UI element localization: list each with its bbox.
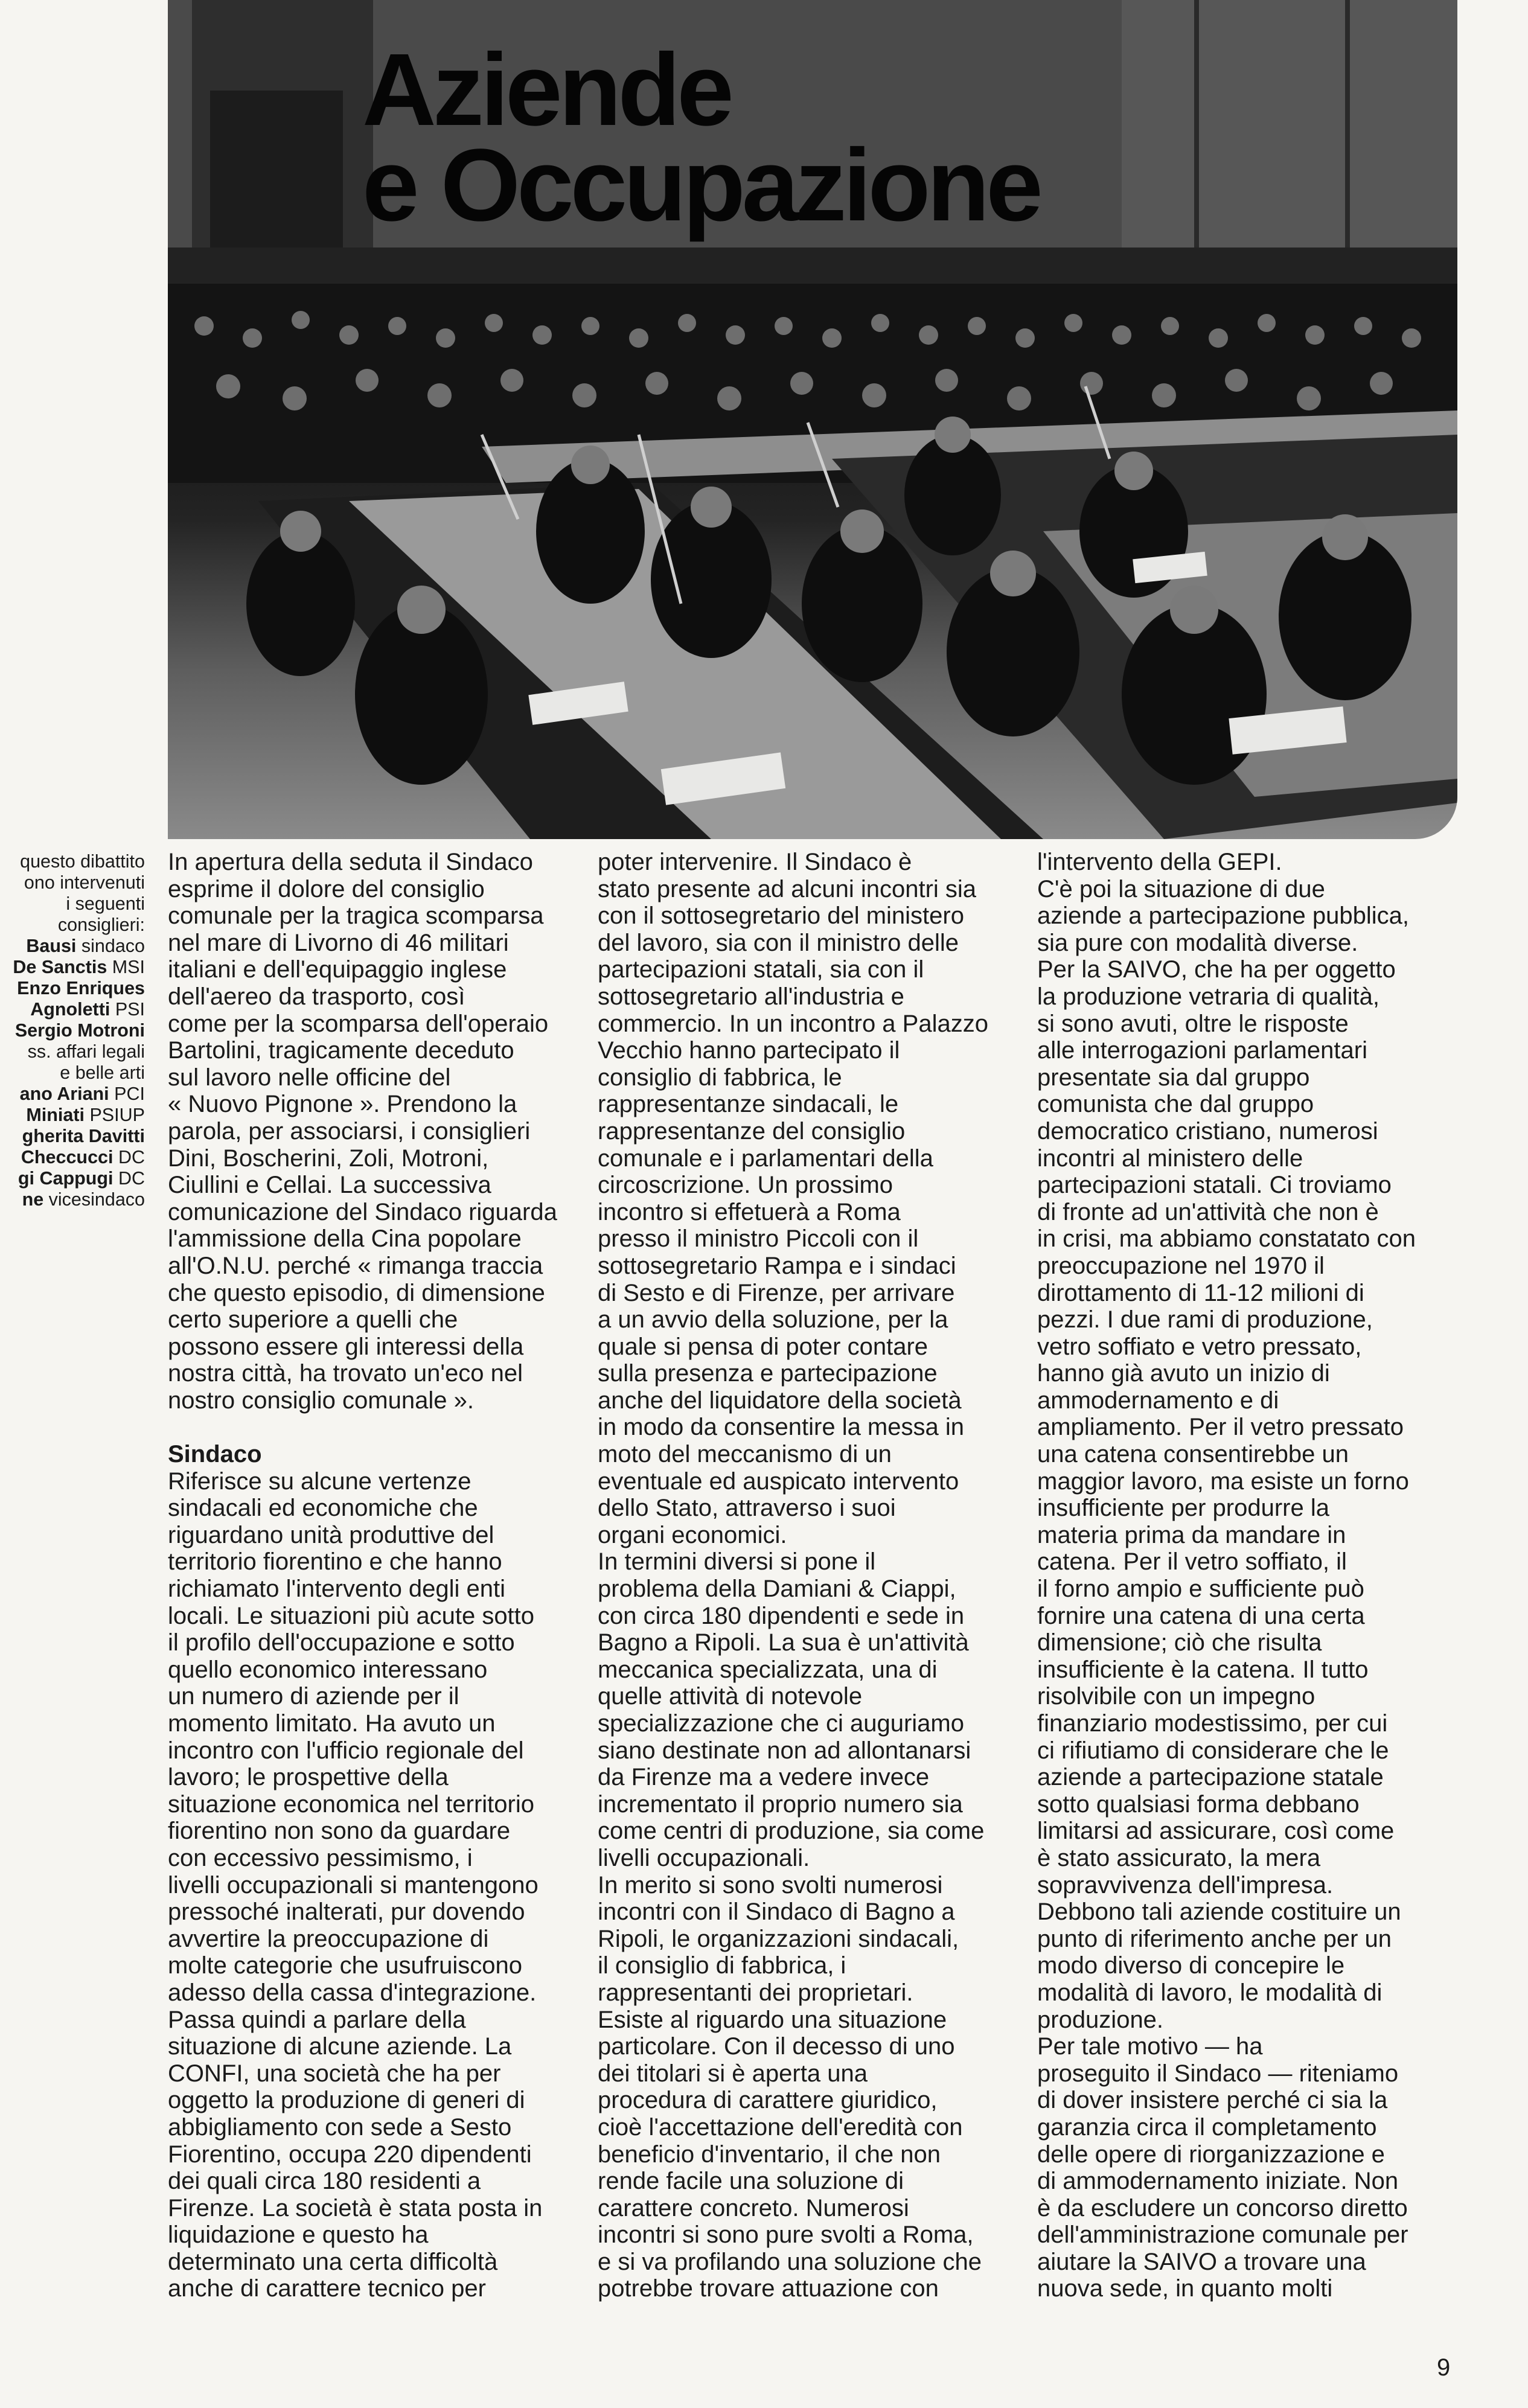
sidebar-line xyxy=(0,1147,145,1168)
councillor-name: Bausi xyxy=(26,936,77,956)
body-text-line: nostro consiglio comunale ». xyxy=(168,1387,474,1414)
body-text-line: dello Stato, attraverso i suoi xyxy=(598,1495,896,1522)
body-text-line: anche del liquidatore della società xyxy=(598,1387,962,1414)
sidebar-line xyxy=(0,872,145,893)
body-text-line: In merito si sono svolti numerosi xyxy=(598,1871,943,1899)
sidebar-line xyxy=(0,936,145,957)
body-text-line: dell'aereo da trasporto, così xyxy=(168,983,465,1010)
body-text-line: in crisi, ma abbiamo constatato con xyxy=(1037,1225,1416,1253)
body-text-line: Riferisce su alcune vertenze xyxy=(168,1467,472,1495)
body-text-line: livelli occupazionali si mantengono xyxy=(168,1871,539,1899)
body-text-line: ammodernamento e di xyxy=(1037,1387,1279,1414)
body-text-line: partecipazioni statali. Ci troviamo xyxy=(1037,1172,1392,1199)
body-text-line: cioè l'accettazione dell'eredità con xyxy=(598,2113,963,2141)
body-text-line: insufficiente è la catena. Il tutto xyxy=(1037,1656,1369,1683)
body-text-line: limitarsi ad assicurare, così come xyxy=(1037,1818,1395,1845)
body-text-line: il forno ampio e sufficiente può xyxy=(1037,1576,1364,1603)
councillor-name: Checcucci xyxy=(21,1147,113,1167)
sidebar-text: ss. affari legali xyxy=(27,1041,145,1062)
body-text-line: delle opere di riorganizzazione e xyxy=(1037,2141,1385,2168)
body-text-line: livelli occupazionali. xyxy=(598,1844,810,1871)
body-text-line: Dini, Boscherini, Zoli, Motroni, xyxy=(168,1145,489,1172)
body-text-line: con il sottosegretario del ministero xyxy=(598,902,964,930)
body-text-line: Fiorentino, occupa 220 dipendenti xyxy=(168,2141,532,2168)
body-text-line: territorio fiorentino e che hanno xyxy=(168,1548,502,1576)
body-text-line: Passa quindi a parlare della xyxy=(168,2006,466,2033)
body-text-line: che questo episodio, di dimensione xyxy=(168,1279,545,1306)
body-text-line: il profilo dell'occupazione e sotto xyxy=(168,1629,515,1656)
body-text-line: di fronte ad un'attività che non è xyxy=(1037,1198,1379,1225)
body-text-line: quelle attività di notevole xyxy=(598,1683,863,1710)
body-text-line: possono essere gli interessi della xyxy=(168,1333,524,1360)
body-text-line: hanno già avuto un inizio di xyxy=(1037,1360,1330,1387)
sidebar-line xyxy=(0,1126,145,1147)
body-text-line: quale si pensa di poter contare xyxy=(598,1333,929,1360)
body-text-line: rappresentanti dei proprietari. xyxy=(598,1979,913,2006)
section-heading: Sindaco xyxy=(168,1441,262,1468)
body-text-line: particolare. Con il decesso di uno xyxy=(598,2033,955,2060)
sidebar-line xyxy=(0,1189,145,1210)
body-text-line: un numero di aziende per il xyxy=(168,1683,459,1710)
sidebar-line xyxy=(0,1168,145,1189)
body-text-line: organi economici. xyxy=(598,1521,787,1548)
body-text-line: sindacali ed economiche che xyxy=(168,1495,478,1522)
body-text-line: si sono avuti, oltre le risposte xyxy=(1037,1010,1349,1037)
body-text-line: italiani e dell'equipaggio inglese xyxy=(168,956,507,983)
sidebar-text: i seguenti xyxy=(66,893,145,914)
body-text-line: rende facile una soluzione di xyxy=(598,2168,904,2195)
sidebar-line xyxy=(0,1062,145,1084)
councillor-name: ne xyxy=(22,1189,44,1210)
body-text-line: di dover insistere perché ci sia la xyxy=(1037,2087,1388,2114)
paragraph-gap xyxy=(168,1414,590,1441)
body-text-line: produzione. xyxy=(1037,2006,1164,2033)
body-text-line: eventuale ed auspicato intervento xyxy=(598,1467,959,1495)
sidebar-text: sindaco xyxy=(76,936,145,956)
body-text-line: procedura di carattere giuridico, xyxy=(598,2087,938,2114)
body-text-line: commercio. In un incontro a Palazzo xyxy=(598,1010,988,1037)
body-text-line: dell'amministrazione comunale per xyxy=(1037,2221,1408,2249)
sidebar-line xyxy=(0,1041,145,1062)
body-text-line: rappresentanze del consiglio xyxy=(598,1117,906,1145)
body-text-line: con circa 180 dipendenti e sede in xyxy=(598,1602,965,1629)
body-text-line: è stato assicurato, la mera xyxy=(1037,1844,1321,1871)
body-text-line: incontri con il Sindaco di Bagno a xyxy=(598,1899,955,1926)
body-text-line: sia pure con modalità diverse. xyxy=(1037,929,1358,956)
body-text-line: materia prima da mandare in xyxy=(1037,1521,1346,1548)
body-text-line: liquidazione e questo ha xyxy=(168,2221,429,2249)
sidebar-text: e belle arti xyxy=(60,1062,145,1083)
body-text-line: adesso della cassa d'integrazione. xyxy=(168,1979,537,2006)
body-text-line: presso il ministro Piccoli con il xyxy=(598,1225,919,1253)
body-text-line: una catena consentirebbe un xyxy=(1037,1441,1349,1468)
councillor-name: Miniati xyxy=(26,1105,85,1125)
sidebar-line xyxy=(0,1020,145,1041)
sidebar-text: MSI xyxy=(107,957,145,977)
body-text-line: moto del meccanismo di un xyxy=(598,1441,892,1468)
body-text-line: nostra città, ha trovato un'eco nel xyxy=(168,1360,523,1387)
body-text-line: lavoro; le prospettive della xyxy=(168,1764,449,1791)
body-text-line: incrementato il proprio numero sia xyxy=(598,1790,963,1818)
body-text-line: momento limitato. Ha avuto un xyxy=(168,1710,496,1737)
body-text-line: dei titolari si è aperta una xyxy=(598,2060,868,2087)
body-text-line: proseguito il Sindaco — riteniamo xyxy=(1037,2060,1399,2087)
sidebar-text: PSI xyxy=(110,999,145,1020)
body-text-line: sul lavoro nelle officine del xyxy=(168,1064,451,1091)
body-text-line: incontri al ministero delle xyxy=(1037,1145,1303,1172)
body-text-line: molte categorie che usufruiscono xyxy=(168,1952,522,1979)
body-text-line: problema della Damiani & Ciappi, xyxy=(598,1576,956,1603)
body-text-line: modo diverso di concepire le xyxy=(1037,1952,1345,1979)
body-text-line: con eccessivo pessimismo, i xyxy=(168,1844,473,1871)
article-title xyxy=(362,33,1040,243)
sidebar-text: PCI xyxy=(109,1084,145,1104)
body-text-line: esprime il dolore del consiglio xyxy=(168,875,485,902)
sidebar-text: ono intervenuti xyxy=(24,872,145,893)
body-text-line: aziende a partecipazione statale xyxy=(1037,1764,1384,1791)
body-text-line: incontro con l'ufficio regionale del xyxy=(168,1737,524,1764)
body-text-line: Per tale motivo — ha xyxy=(1037,2033,1263,2060)
body-text-line: all'O.N.U. perché « rimanga traccia xyxy=(168,1252,543,1279)
body-text-line: anche di carattere tecnico per xyxy=(168,2275,486,2302)
body-text-line: come per la scomparsa dell'operaio xyxy=(168,1010,549,1037)
sidebar-text: DC xyxy=(113,1147,145,1167)
body-text-line: meccanica specializzata, una di xyxy=(598,1656,938,1683)
body-text-line: Ciullini e Cellai. La successiva xyxy=(168,1172,491,1199)
body-text-line: fornire una catena di una certa xyxy=(1037,1602,1365,1629)
body-text-line: sottosegretario Rampa e i sindaci xyxy=(598,1252,956,1279)
body-text-line: alle interrogazioni parlamentari xyxy=(1037,1037,1367,1064)
sidebar-text: questo dibattito xyxy=(20,851,145,872)
body-text-line: modalità di lavoro, le modalità di xyxy=(1037,1979,1383,2006)
sidebar-text: consiglieri: xyxy=(57,915,145,935)
body-text-line: punto di riferimento anche per un xyxy=(1037,1925,1392,1952)
body-text-line: carattere concreto. Numerosi xyxy=(598,2194,909,2221)
body-text-line: situazione economica nel territorio xyxy=(168,1790,534,1818)
body-text-line: potrebbe trovare attuazione con xyxy=(598,2275,939,2302)
body-text-line: specializzazione che ci auguriamo xyxy=(598,1710,964,1737)
body-text-line: vetro soffiato e vetro pressato, xyxy=(1037,1333,1362,1360)
body-text-line: Bagno a Ripoli. La sua è un'attività xyxy=(598,1629,969,1656)
sidebar-line xyxy=(0,1105,145,1126)
body-text-line: beneficio d'inventario, il che non xyxy=(598,2141,941,2168)
body-text-line: del lavoro, sia con il ministro delle xyxy=(598,929,959,956)
text-column-2 xyxy=(598,849,1020,2302)
body-text-line: locali. Le situazioni più acute sotto xyxy=(168,1602,535,1629)
body-text-line: In termini diversi si pone il xyxy=(598,1548,876,1576)
body-text-line: avvertire la preoccupazione di xyxy=(168,1925,489,1952)
text-column-3 xyxy=(1037,849,1460,2302)
body-text-line: Debbono tali aziende costituire un xyxy=(1037,1899,1401,1926)
body-text-line: Ripoli, le organizzazioni sindacali, xyxy=(598,1925,959,1952)
body-text-line: circoscrizione. Un prossimo xyxy=(598,1172,893,1199)
body-text-line: ci rifiutiamo di considerare che le xyxy=(1037,1737,1389,1764)
body-text-line: comunicazione del Sindaco riguarda xyxy=(168,1198,557,1225)
body-text-line: di Sesto e di Firenze, per arrivare xyxy=(598,1279,955,1306)
body-text-line: pressoché inalterati, pur dovendo xyxy=(168,1899,525,1926)
sidebar-line xyxy=(0,893,145,915)
participants-sidebar xyxy=(0,851,145,1210)
body-text-line: l'ammissione della Cina popolare xyxy=(168,1225,522,1253)
body-text-line: oggetto la produzione di generi di xyxy=(168,2087,525,2114)
body-text-line: pezzi. I due rami di produzione, xyxy=(1037,1306,1373,1333)
body-text-line: C'è poi la situazione di due xyxy=(1037,875,1325,902)
body-text-line: aiutare la SAIVO a trovare una xyxy=(1037,2248,1366,2275)
body-text-line: rappresentanze sindacali, le xyxy=(598,1091,899,1118)
body-text-line: sulla presenza e partecipazione xyxy=(598,1360,938,1387)
body-text-line: incontro si effetuerà a Roma xyxy=(598,1198,901,1225)
body-text-line: poter intervenire. Il Sindaco è xyxy=(598,849,912,875)
body-text-line: nel mare di Livorno di 46 militari xyxy=(168,929,509,956)
body-text-line: catena. Per il vetro soffiato, il xyxy=(1037,1548,1347,1576)
sidebar-text: DC xyxy=(113,1168,145,1189)
body-text-line: dirottamento di 11-12 milioni di xyxy=(1037,1279,1364,1306)
body-text-line: « Nuovo Pignone ». Prendono la xyxy=(168,1091,517,1118)
body-text-line: fiorentino non sono da guardare xyxy=(168,1818,511,1845)
sidebar-text: PSIUP xyxy=(84,1105,145,1125)
councillor-name: Sergio Motroni xyxy=(14,1020,145,1041)
sidebar-line xyxy=(0,915,145,936)
title-line-2: e Occupazione xyxy=(362,128,1040,243)
body-text-line: Vecchio hanno partecipato il xyxy=(598,1037,900,1064)
body-text-line: sotto qualsiasi forma debbano xyxy=(1037,1790,1360,1818)
body-text-line: Firenze. La società è stata posta in xyxy=(168,2194,543,2221)
councillor-name: De Sanctis xyxy=(13,957,107,977)
body-text-line: riguardano unità produttive del xyxy=(168,1521,494,1548)
body-text-line: determinato una certa difficoltà xyxy=(168,2248,498,2275)
body-text-line: Esiste al riguardo una situazione xyxy=(598,2006,947,2033)
body-text-line: richiamato l'intervento degli enti xyxy=(168,1576,506,1603)
sidebar-line xyxy=(0,1084,145,1105)
councillor-name: gi Cappugi xyxy=(18,1168,113,1189)
body-text-line: garanzia circa il completamento xyxy=(1037,2113,1377,2141)
body-text-line: partecipazioni statali, sia con il xyxy=(598,956,924,983)
body-text-line: da Firenze ma a vedere invece xyxy=(598,1764,930,1791)
title-line-1: Aziende xyxy=(362,33,730,147)
body-text-line: situazione di alcune aziende. La xyxy=(168,2033,512,2060)
body-text-line: sopravvivenza dell'impresa. xyxy=(1037,1871,1334,1899)
sidebar-line xyxy=(0,851,145,872)
body-text-line: Bartolini, tragicamente deceduto xyxy=(168,1037,514,1064)
body-text-line: dimensione; ciò che risulta xyxy=(1037,1629,1322,1656)
body-text-line: e si va profilando una soluzione che xyxy=(598,2248,982,2275)
body-text-line: il consiglio di fabbrica, i xyxy=(598,1952,846,1979)
sidebar-line xyxy=(0,957,145,978)
body-text-line: comunista che dal gruppo xyxy=(1037,1091,1314,1118)
body-text-line: a un avvio della soluzione, per la xyxy=(598,1306,948,1333)
body-text-line: Per la SAIVO, che ha per oggetto xyxy=(1037,956,1396,983)
body-text-line: democratico cristiano, numerosi xyxy=(1037,1117,1378,1145)
body-text-line: come centri di produzione, sia come xyxy=(598,1818,985,1845)
body-text-line: consiglio di fabbrica, le xyxy=(598,1064,842,1091)
councillor-name: Enzo Enriques xyxy=(17,978,145,998)
body-text-line: insufficiente per produrre la xyxy=(1037,1495,1329,1522)
body-text-line: preoccupazione nel 1970 il xyxy=(1037,1252,1325,1279)
body-text-line: In apertura della seduta il Sindaco xyxy=(168,849,533,875)
body-text-line: in modo da consentire la messa in xyxy=(598,1414,964,1441)
councillor-name: ano Ariani xyxy=(19,1084,109,1104)
body-text-line: dei quali circa 180 residenti a xyxy=(168,2168,481,2195)
sidebar-text: vicesindaco xyxy=(43,1189,145,1210)
text-column-1 xyxy=(168,849,590,2302)
body-text-line: parola, per associarsi, i consiglieri xyxy=(168,1117,531,1145)
body-text-line: comunale per la tragica scomparsa xyxy=(168,902,544,930)
body-text-line: siano destinate non ad allontanarsi xyxy=(598,1737,971,1764)
body-text-line: presentate sia dal gruppo xyxy=(1037,1064,1310,1091)
councillor-name: gherita Davitti xyxy=(22,1126,145,1146)
councillor-name: Agnoletti xyxy=(30,999,110,1020)
body-text-line: CONFI, una società che ha per xyxy=(168,2060,501,2087)
body-text-line: l'intervento della GEPI. xyxy=(1037,849,1282,875)
body-text-line: comunale e i parlamentari della xyxy=(598,1145,933,1172)
body-text-line: quello economico interessano xyxy=(168,1656,488,1683)
body-text-line: di ammodernamento iniziate. Non xyxy=(1037,2168,1399,2195)
page-number: 9 xyxy=(1437,2354,1451,2381)
body-text-line: maggior lavoro, ma esiste un forno xyxy=(1037,1467,1409,1495)
body-text-line: nuova sede, in quanto molti xyxy=(1037,2275,1333,2302)
body-text-line: incontri si sono pure svolti a Roma, xyxy=(598,2221,974,2249)
sidebar-line xyxy=(0,999,145,1020)
body-text-line: finanziario modestissimo, per cui xyxy=(1037,1710,1388,1737)
body-text-line: stato presente ad alcuni incontri sia xyxy=(598,875,977,902)
body-text-line: certo superiore a quelli che xyxy=(168,1306,458,1333)
body-text-line: aziende a partecipazione pubblica, xyxy=(1037,902,1409,930)
sidebar-line xyxy=(0,978,145,999)
body-text-line: ampliamento. Per il vetro pressato xyxy=(1037,1414,1404,1441)
body-text-line: sottosegretario all'industria e xyxy=(598,983,904,1010)
body-text-line: risolvibile con un impegno xyxy=(1037,1683,1315,1710)
body-text-line: è da escludere un concorso diretto xyxy=(1037,2194,1408,2221)
body-text-line: abbigliamento con sede a Sesto xyxy=(168,2113,512,2141)
body-text-line: la produzione vetraria di qualità, xyxy=(1037,983,1380,1010)
